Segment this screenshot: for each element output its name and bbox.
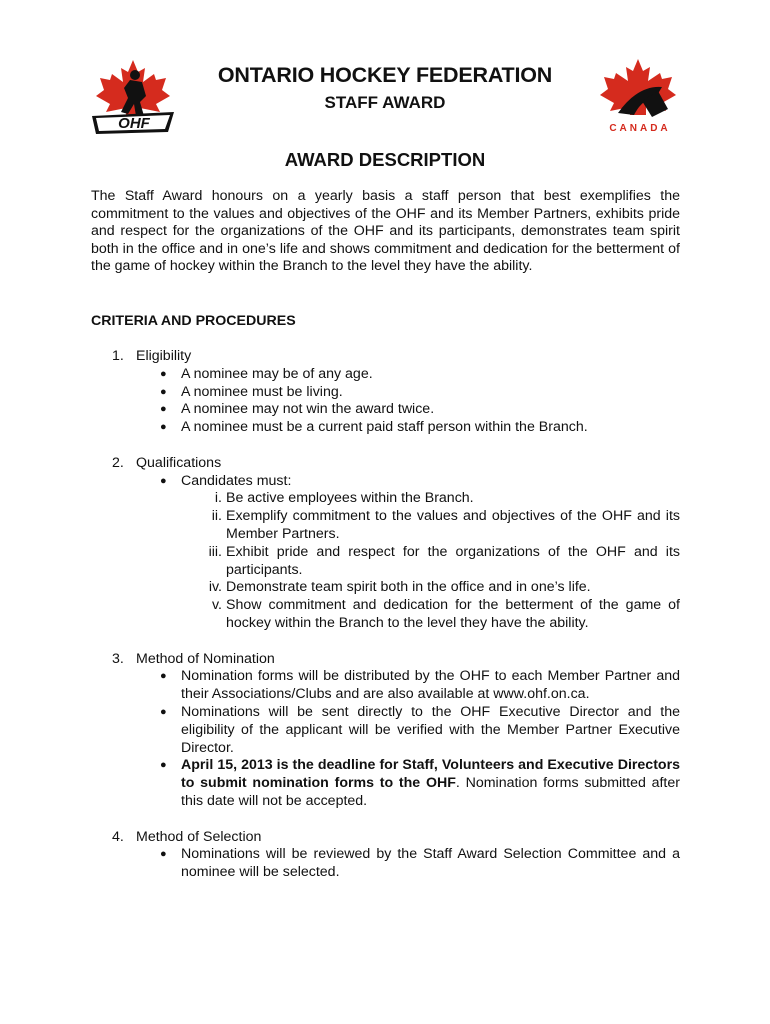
deadline-text: April 15, 2013 is the deadline for Staff, Volunteers and Executive Directors to submit nomination forms to the OHF <box>181 757 680 792</box>
list-item: ii. Exemplify commitment to the values and objectives of the OHF and its Member Partners. <box>211 508 680 542</box>
hockey-canada-logo <box>598 57 682 137</box>
list-item: ● A nominee may be of any age. <box>160 365 373 382</box>
bullet-icon: ● <box>160 403 167 416</box>
award-description-body: The Staff Award honours on a yearly basis a staff person that best exemplifies the commitment to the values and objectives of the OHF and its Member Partners, exhibits pride and respect for the organizations of the OHF and its participants, demonstrates team spirit both in the office and in one’s life and shows commitment and dedication for the betterment of the game of hockey within the Branch to the level they have the ability. <box>91 188 680 275</box>
section-number: 3. <box>112 650 124 667</box>
list-item: ● Nomination forms will be distributed by the OHF to each Member Partner and their Associations/Clubs and are also available at www.ohf.on.ca. <box>160 668 680 703</box>
ohf-logo-text: OHF <box>118 115 150 132</box>
section-eligibility <box>0 348 770 437</box>
list-item: ● A nominee must be living. <box>160 383 343 400</box>
bullet-icon: ● <box>160 848 167 861</box>
org-title: ONTARIO HOCKEY FEDERATION <box>217 63 553 87</box>
award-description-heading: AWARD DESCRIPTION <box>284 149 486 170</box>
bullet-icon: ● <box>160 759 167 772</box>
list-item: iv. Demonstrate team spirit both in the office and in one’s life. <box>208 579 591 596</box>
list-item: i. Be active employees within the Branch. <box>214 490 474 507</box>
bullet-icon: ● <box>160 474 167 487</box>
criteria-list <box>0 348 770 882</box>
section-title: Method of Selection <box>136 828 262 845</box>
list-item: iii. Exhibit pride and respect for the organizations of the OHF and its participants. <box>208 543 680 578</box>
section-title: Method of Nomination <box>136 650 275 667</box>
section-number: 4. <box>112 828 124 845</box>
section-number: 2. <box>112 454 124 471</box>
section-number: 1. <box>112 348 124 364</box>
bullet-icon: ● <box>160 705 167 718</box>
section-title: Eligibility <box>136 348 192 364</box>
criteria-heading: CRITERIA AND PROCEDURES <box>91 313 296 329</box>
list-item: ● A nominee may not win the award twice. <box>160 401 435 418</box>
list-item: v. Show commitment and dedication for the betterment of the game of hockey within the Branch to the level they have the ability. <box>212 597 680 631</box>
list-item: ● Nominations will be reviewed by the Staff Award Selection Committee and a nominee will be selected. <box>160 846 680 881</box>
section-method-of-selection <box>0 829 770 882</box>
section-title: Qualifications <box>136 454 222 471</box>
award-title: STAFF AWARD <box>324 93 446 112</box>
bullet-icon: ● <box>160 385 167 398</box>
list-item: ● A nominee must be a current paid staff person within the Branch. <box>160 419 588 436</box>
bullet-icon: ● <box>160 421 167 434</box>
deadline-item: ● April 15, 2013 is the deadline for Staff, Volunteers and Executive Directors to submit nomination forms to the OHF. Nomination forms submitted after this date will not be accepted. <box>160 757 680 809</box>
canada-logo-text: CANADA <box>609 123 671 134</box>
section-method-of-nomination <box>0 651 770 811</box>
list-item: ● Candidates must: <box>160 472 292 489</box>
list-item: ● Nominations will be sent directly to the OHF Executive Director and the eligibility of the applicant will be verified with the Member Partner Executive Director. <box>160 703 680 756</box>
bullet-icon: ● <box>160 670 167 683</box>
section-qualifications <box>0 455 770 633</box>
bullet-icon: ● <box>160 367 167 380</box>
